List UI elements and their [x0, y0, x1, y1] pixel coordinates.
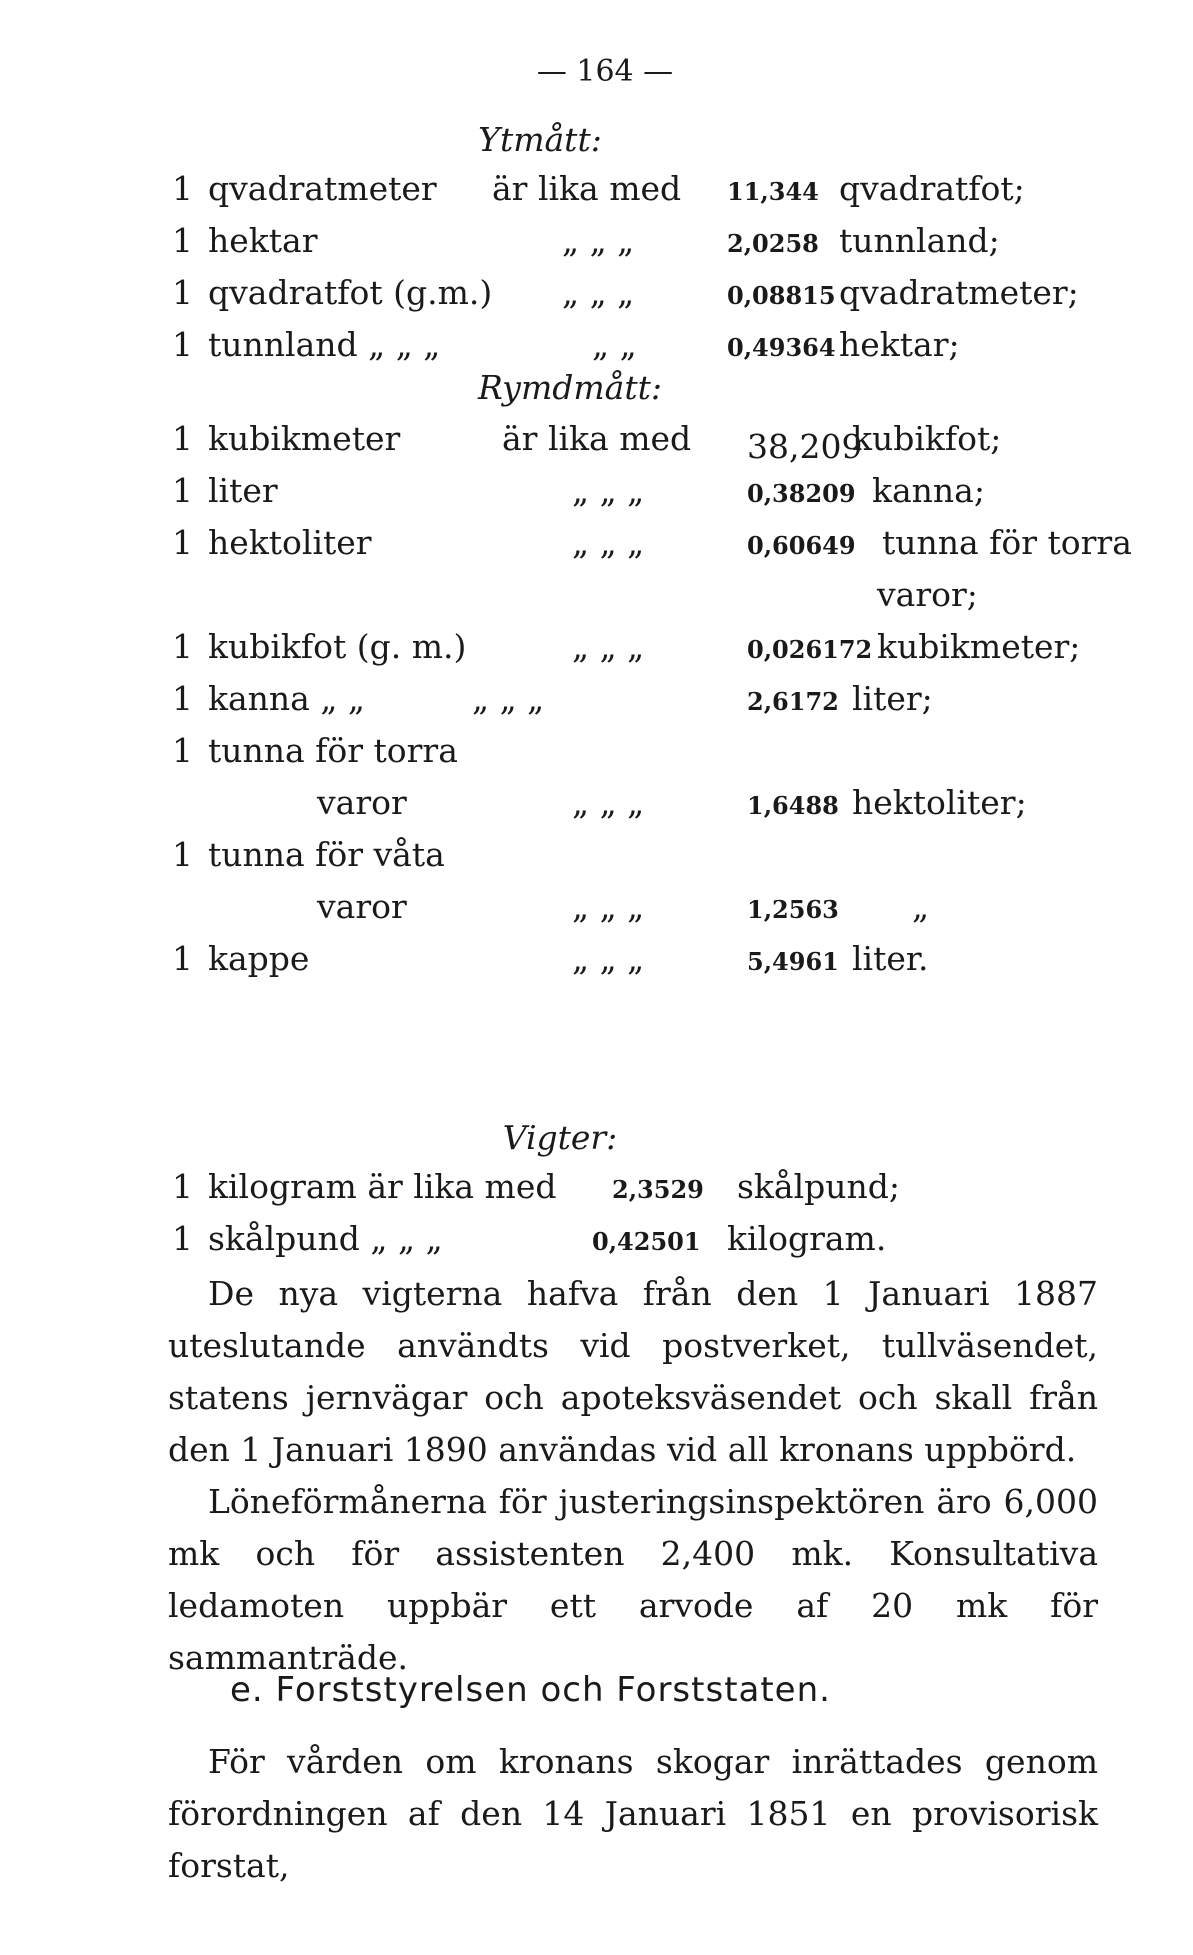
row-unit: skålpund „ „ „ — [208, 1219, 443, 1258]
row-value: 0,08815 — [727, 281, 836, 310]
row-result: tunnland; — [839, 221, 1000, 260]
heading-rymdmatt: Rymdmått: — [478, 368, 662, 407]
table-row — [172, 883, 1102, 935]
row-relation: „ „ — [592, 325, 637, 364]
row-number: 1 — [172, 1219, 193, 1258]
row-value: 0,38209 — [747, 479, 856, 508]
row-relation: är lika med — [492, 169, 682, 208]
row-value: 0,026172 — [747, 635, 873, 664]
page-number: — 164 — — [536, 54, 674, 89]
table-row — [172, 467, 1102, 519]
row-relation: „ „ „ — [572, 887, 645, 926]
row-value: 38,209 — [747, 427, 863, 466]
row-relation: „ „ „ — [572, 783, 645, 822]
row-number: 1 — [172, 273, 193, 312]
row-number: 1 — [172, 731, 193, 770]
row-result: kilogram. — [727, 1219, 887, 1258]
table-row — [172, 1215, 1102, 1267]
row-unit: varor — [317, 783, 407, 822]
table-row — [172, 321, 1102, 373]
table-row — [172, 571, 1102, 623]
paragraph-forest: För vården om kronans skogar inrättades genom förordningen af den 14 Januari 1851 en provisorisk forstat, — [168, 1742, 1098, 1885]
table-row — [172, 727, 1102, 779]
row-value: 0,42501 — [592, 1227, 701, 1256]
table-row — [172, 415, 1102, 467]
row-number: 1 — [172, 1167, 193, 1206]
row-result: kubikfot; — [852, 419, 1002, 458]
heading-ytmatt: Ytmått: — [478, 120, 602, 159]
row-unit: kubikfot (g. m.) — [208, 627, 467, 666]
table-row — [172, 217, 1102, 269]
row-number: 1 — [172, 679, 193, 718]
row-result: qvadratfot; — [839, 169, 1025, 208]
row-unit: qvadratfot (g.m.) — [208, 273, 493, 312]
row-result: kubikmeter; — [877, 627, 1081, 666]
table-row — [172, 165, 1102, 217]
row-unit: kanna „ „ — [208, 679, 366, 718]
row-unit: kubikmeter — [208, 419, 401, 458]
row-unit: kilogram är lika med — [208, 1167, 557, 1206]
row-result: skålpund; — [737, 1167, 901, 1206]
row-number: 1 — [172, 221, 193, 260]
row-result: liter; — [852, 679, 933, 718]
row-number: 1 — [172, 835, 193, 874]
table-row — [172, 1163, 1102, 1215]
row-value: 2,3529 — [612, 1175, 704, 1204]
row-unit: hektoliter — [208, 523, 372, 562]
row-unit: tunnland „ „ „ — [208, 325, 441, 364]
row-unit: hektar — [208, 221, 318, 260]
row-value: 0,60649 — [747, 531, 856, 560]
table-row — [172, 675, 1102, 727]
row-result: varor; — [877, 575, 978, 614]
table-vigter — [172, 1163, 1102, 1267]
row-value: 11,344 — [727, 177, 819, 206]
table-row — [172, 831, 1102, 883]
row-result: tunna för torra — [882, 523, 1132, 562]
table-row — [172, 269, 1102, 321]
row-relation: „ „ „ — [572, 471, 645, 510]
table-rymdmatt — [172, 415, 1132, 987]
row-unit: kappe — [208, 939, 310, 978]
row-unit: tunna för torra — [208, 731, 458, 770]
row-relation: „ „ „ — [472, 679, 545, 718]
row-number: 1 — [172, 471, 193, 510]
heading-vigter: Vigter: — [502, 1118, 618, 1157]
row-relation: „ „ „ — [572, 939, 645, 978]
row-result: liter. — [852, 939, 929, 978]
row-result: hektoliter; — [852, 783, 1027, 822]
row-value: 1,6488 — [747, 791, 839, 820]
row-relation: är lika med — [502, 419, 692, 458]
row-number: 1 — [172, 325, 193, 364]
row-relation: „ „ „ — [572, 523, 645, 562]
row-number: 1 — [172, 523, 193, 562]
table-row — [172, 779, 1102, 831]
row-value: 0,49364 — [727, 333, 836, 362]
row-number: 1 — [172, 627, 193, 666]
row-result: „ — [912, 887, 930, 926]
row-relation: „ „ „ — [562, 273, 635, 312]
row-unit: varor — [317, 887, 407, 926]
row-unit: liter — [208, 471, 278, 510]
row-unit: tunna för våta — [208, 835, 445, 874]
section-title: e. Forststyrelsen och Forststaten. — [230, 1670, 831, 1710]
row-unit: qvadratmeter — [208, 169, 437, 208]
row-value: 1,2563 — [747, 895, 839, 924]
table-row — [172, 519, 1132, 571]
paragraph-salaries: Löneförmånerna för justeringsinspektören äro 6,000 mk och för assistenten 2,400 mk. Konsultativa ledamoten uppbär ett arvode af 20 mk för sammanträde. — [168, 1482, 1098, 1677]
row-result: hektar; — [839, 325, 960, 364]
table-row — [172, 935, 1102, 987]
row-value: 2,0258 — [727, 229, 819, 258]
row-result: kanna; — [872, 471, 985, 510]
row-number: 1 — [172, 419, 193, 458]
paragraph-weights: De nya vigterna hafva från den 1 Januari 1887 uteslutande användts vid postverket, tullväsendet, statens jernvägar och apoteksväsendet och skall från den 1 Januari 1890 användas vid all kronans uppbörd. — [168, 1274, 1098, 1469]
row-result: qvadratmeter; — [839, 273, 1079, 312]
row-relation: „ „ „ — [562, 221, 635, 260]
row-number: 1 — [172, 169, 193, 208]
row-number: 1 — [172, 939, 193, 978]
row-relation: „ „ „ — [572, 627, 645, 666]
table-row — [172, 623, 1102, 675]
table-ytmatt — [172, 165, 1102, 373]
row-value: 5,4961 — [747, 947, 839, 976]
row-value: 2,6172 — [747, 687, 839, 716]
